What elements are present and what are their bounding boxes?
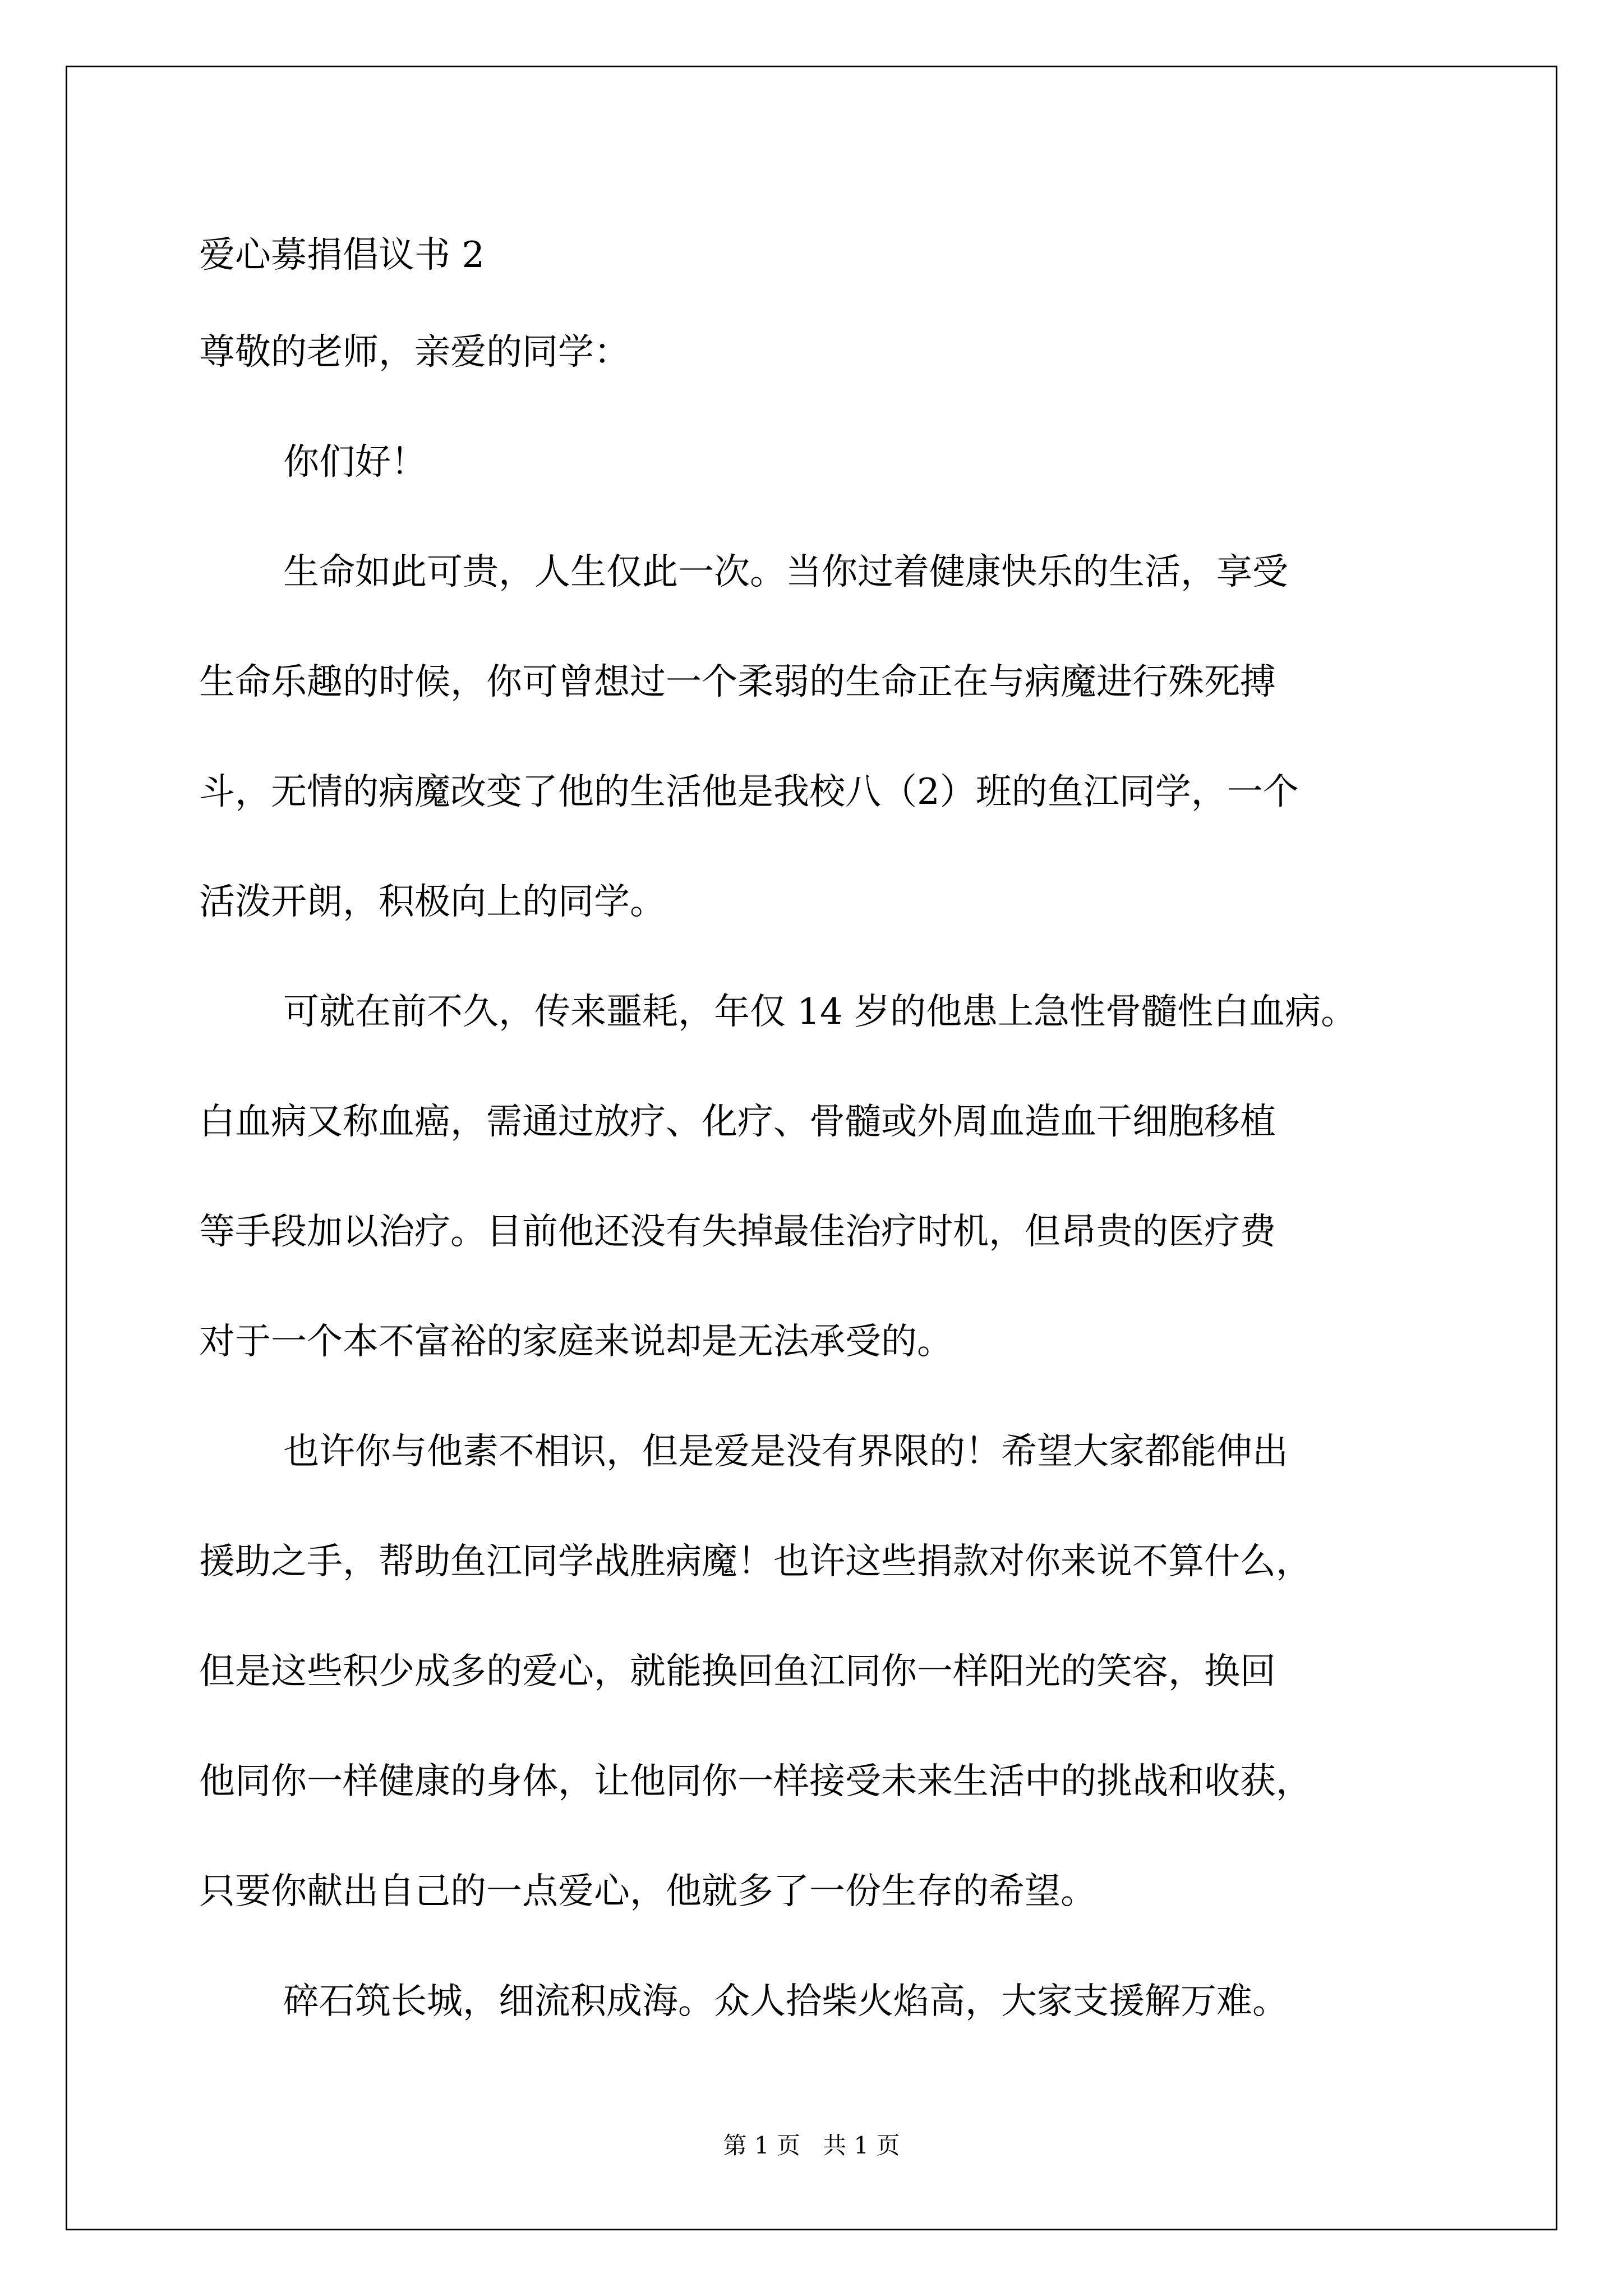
text-line: 白血病又称血癌，需通过放疗、化疗、骨髓或外周血造血干细胞移植 xyxy=(199,1101,1276,1143)
text-line: 但是这些积少成多的爱心，就能换回鱼江同你一样阳光的笑容，换回 xyxy=(199,1651,1276,1692)
text-line: 活泼开朗，积极向上的同学。 xyxy=(199,881,666,923)
text-line: 只要你献出自己的一点爱心，他就多了一份生存的希望。 xyxy=(199,1871,1096,1912)
text-line: 援助之手，帮助鱼江同学战胜病魔！也许这些捐款对你来说不算什么， xyxy=(199,1541,1312,1582)
text-line: 可就在前不久，传来噩耗，年仅 14 岁的他患上急性骨髓性白血病。 xyxy=(283,991,1357,1033)
document-title: 爱心募捐倡议书 2 xyxy=(199,234,485,276)
text-line: 碎石筑长城，细流积成海。众人拾柴火焰高，大家支援解万难。 xyxy=(283,1981,1288,2022)
document-body xyxy=(199,213,1433,2056)
text-line: 等手段加以治疗。目前他还没有失掉最佳治疗时机，但昂贵的医疗费 xyxy=(199,1211,1276,1253)
text-line: 对于一个本不富裕的家庭来说却是无法承受的。 xyxy=(199,1321,953,1363)
text-line: 生命乐趣的时候，你可曾想过一个柔弱的生命正在与病魔进行殊死搏 xyxy=(199,661,1276,703)
text-line: 你们好！ xyxy=(283,441,427,483)
text-line: 生命如此可贵，人生仅此一次。当你过着健康快乐的生活，享受 xyxy=(283,551,1288,593)
text-line: 也许你与他素不相识，但是爱是没有界限的！希望大家都能伸出 xyxy=(283,1431,1288,1473)
text-line: 他同你一样健康的身体，让他同你一样接受未来生活中的挑战和收获， xyxy=(199,1761,1312,1802)
document-lines xyxy=(199,297,1433,2056)
page-footer: 第 1 页 共 1 页 xyxy=(723,2132,900,2159)
text-line: 尊敬的老师，亲爱的同学： xyxy=(199,332,630,373)
text-line: 斗，无情的病魔改变了他的生活他是我校八（2）班的鱼江同学，一个 xyxy=(199,771,1299,813)
